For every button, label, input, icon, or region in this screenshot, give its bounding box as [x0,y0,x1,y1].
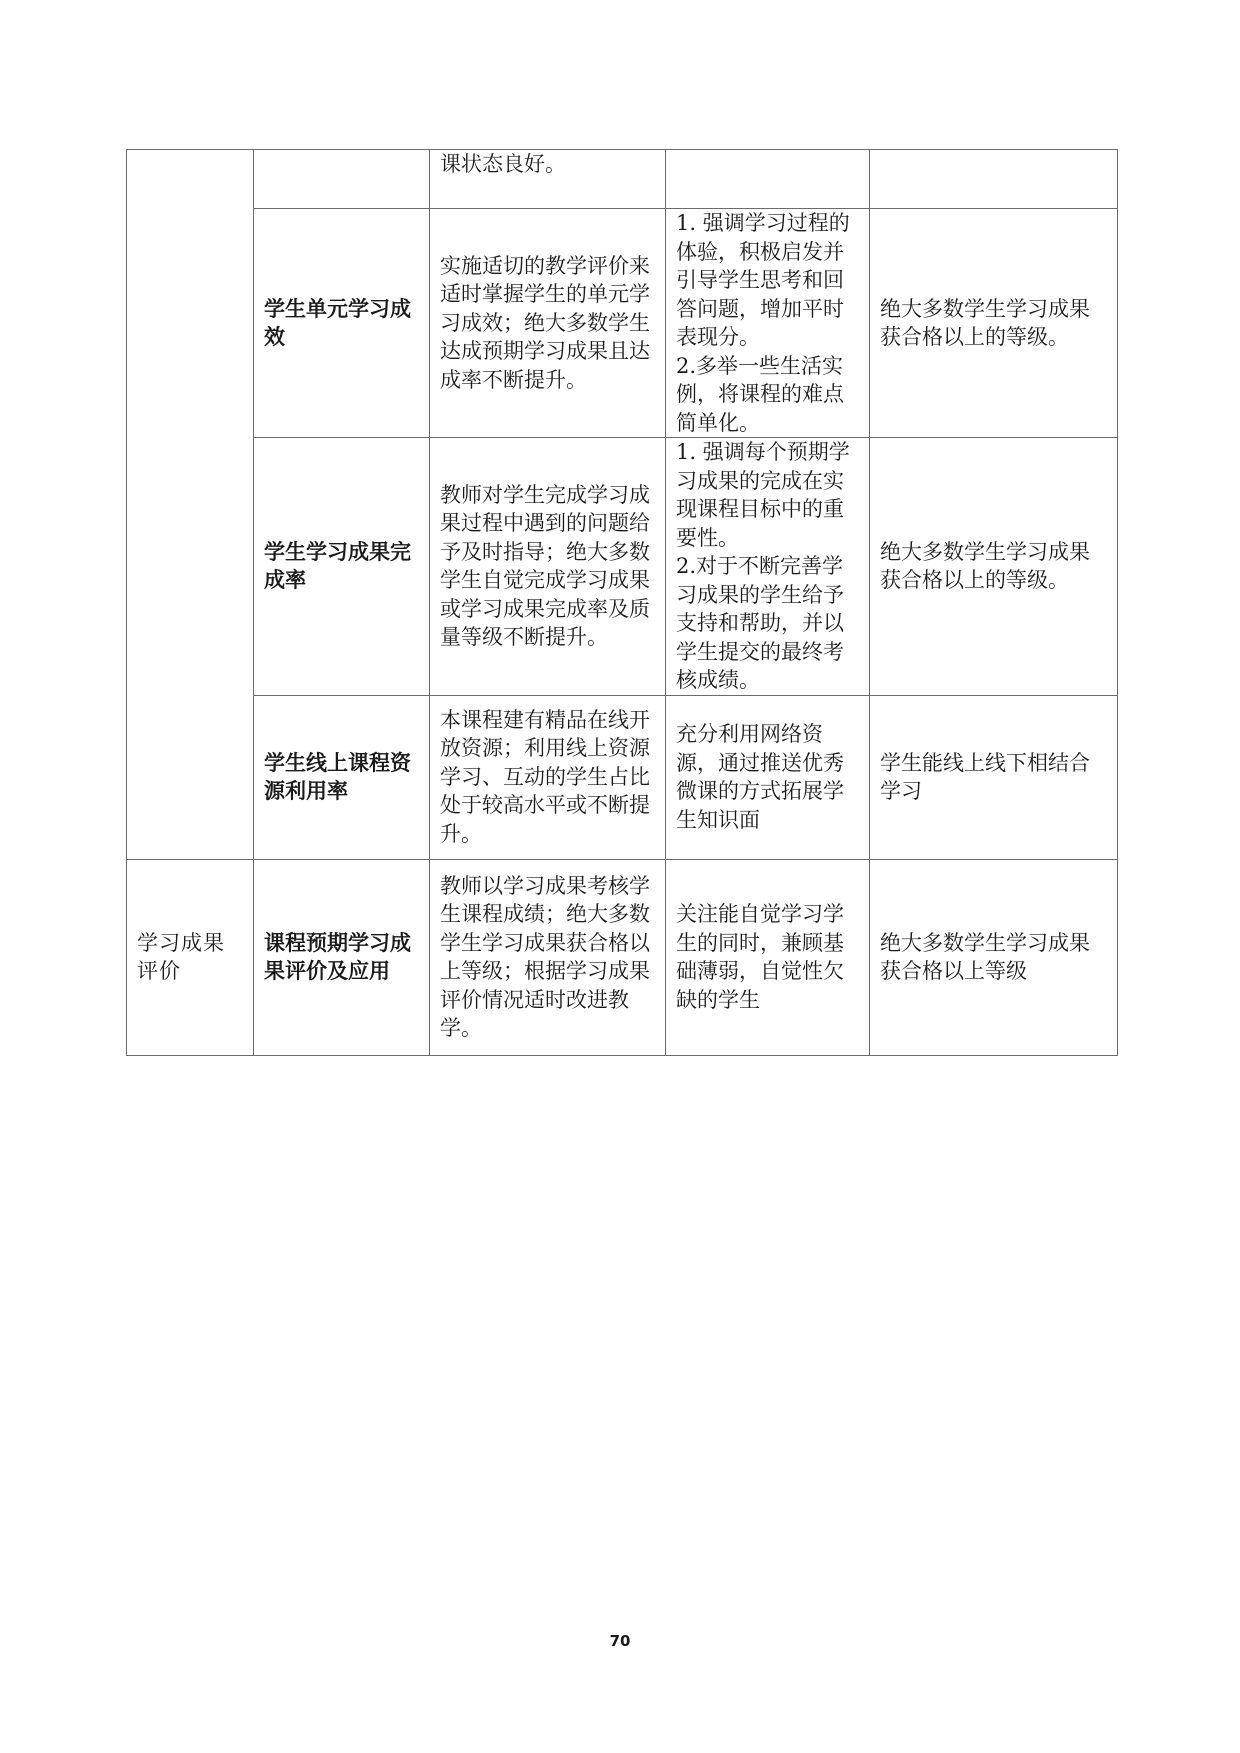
table-row [127,150,1118,209]
page-number: 70 [609,1632,631,1650]
criteria-cell: 实施适切的教学评价来适时掌握学生的单元学习成效；绝大多数学生达成预期学习成果且达成率不断提升。 [430,209,666,438]
measures-cell [666,438,870,696]
indicator-cell: 学生单元学习成效 [254,209,430,438]
criteria-cell: 本课程建有精品在线开放资源；利用线上资源学习、互动的学生占比处于较高水平或不断提升。 [430,695,666,859]
measure-item: 充分利用网络资源，通过推送优秀微课的方式拓展学生知识面 [676,722,844,832]
measures-cell [666,209,870,438]
measures-cell [666,859,870,1055]
criteria-cell: 教师对学生完成学习成果过程中遇到的问题给予及时指导；绝大多数学生自觉完成学习成果或学习成果完成率及质量等级不断提升。 [430,438,666,696]
indicator-cell: 学生学习成果完成率 [254,438,430,696]
indicator-cell: 课程预期学习成果评价及应用 [254,859,430,1055]
measures-cell-empty [666,150,870,209]
table-row [127,438,1118,696]
measures-cell [666,695,870,859]
table-row [127,859,1118,1055]
measure-item: 2.多举一些生活实例，将课程的难点简单化。 [676,353,844,435]
criteria-cell: 课状态良好。 [430,150,666,209]
table-row [127,209,1118,438]
result-cell: 学生能线上线下相结合学习 [870,695,1118,859]
measure-item: 1. 强调每个预期学习成果的完成在实现课程目标中的重要性。 [676,440,850,550]
result-cell: 绝大多数学生学习成果获合格以上的等级。 [870,209,1118,438]
measure-item: 关注能自觉学习学生的同时，兼顾基础薄弱，自觉性欠缺的学生 [676,902,844,1012]
result-cell: 绝大多数学生学习成果获合格以上的等级。 [870,438,1118,696]
category-cell: 学习成果评价 [127,859,254,1055]
measure-item: 1. 强调学习过程的体验，积极启发并引导学生思考和回答问题，增加平时表现分。 [676,211,850,349]
indicator-cell-empty [254,150,430,209]
table-row [127,695,1118,859]
evaluation-table [126,149,1118,1056]
result-cell: 绝大多数学生学习成果获合格以上等级 [870,859,1118,1055]
measure-item: 2.对于不断完善学习成果的学生给予支持和帮助，并以学生提交的最终考核成绩。 [676,554,844,692]
indicator-cell: 学生线上课程资源利用率 [254,695,430,859]
criteria-cell: 教师以学习成果考核学生课程成绩；绝大多数学生学习成果获合格以上等级；根据学习成果评价情况适时改进教学。 [430,859,666,1055]
category-cell-empty [127,150,254,860]
result-cell-empty [870,150,1118,209]
